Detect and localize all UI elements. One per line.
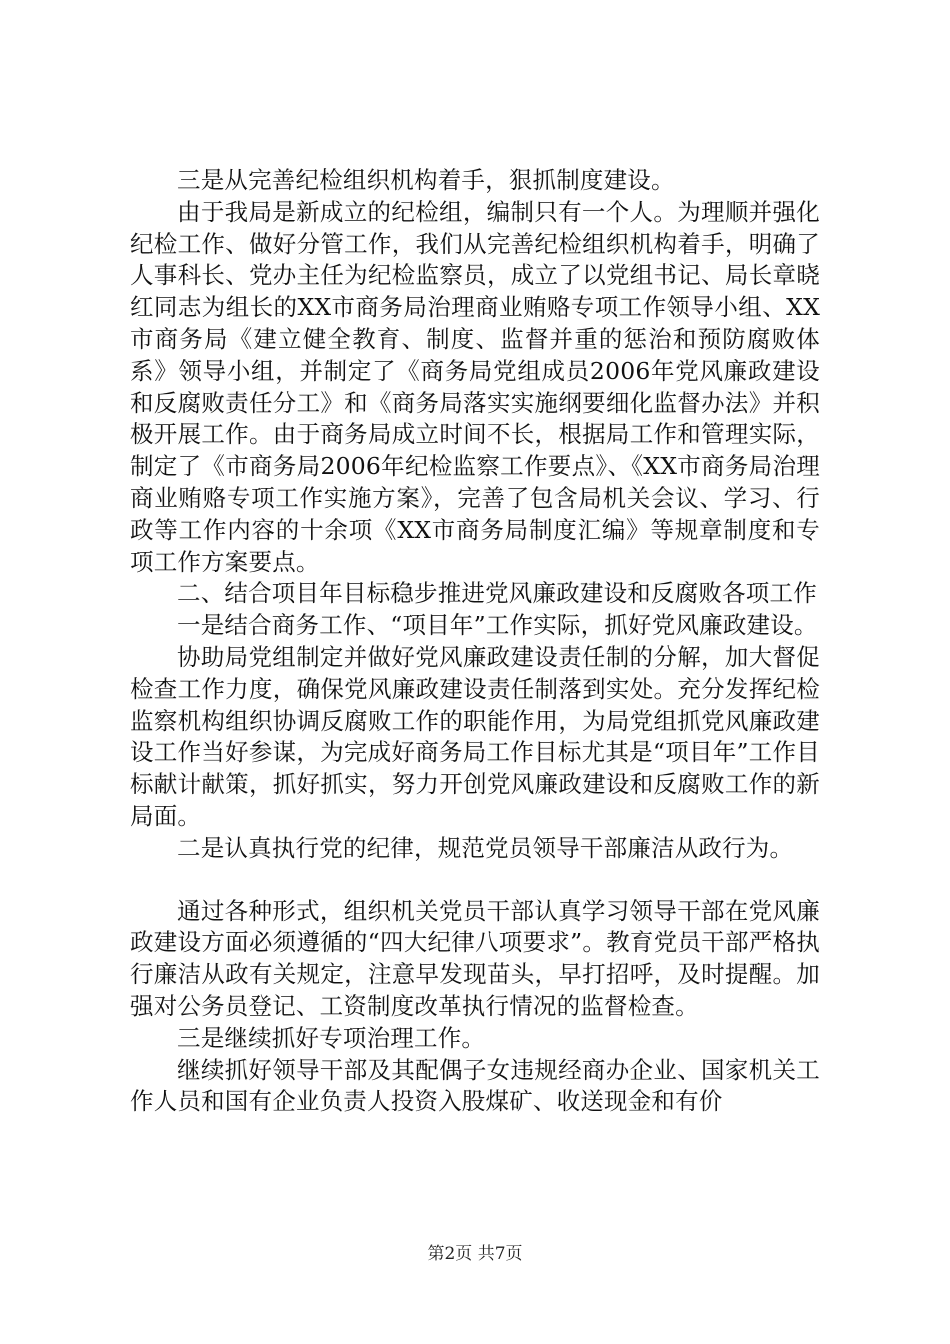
blank-line (130, 865, 820, 896)
paragraph-body: 由于我局是新成立的纪检组，编制只有一个人。为理顺并强化纪检工作、做好分管工作，我们从完善纪检组织机构着手，明确了人事科长、党办主任为纪检监察员，成立了以党组书记、局长章晓红同志为组长的XX市商务局治理商业贿赂专项工作领导小组、XX市商务局《建立健全教育、制度、监督并重的惩治和预防腐败体系》领导小组，并制定了《商务局党组成员2006年党风廉政建设和反腐败责任分工》和《商务局落实实施纲要细化监督办法》并积极开展工作。由于商务局成立时间不长，根据局工作和管理实际，制定了《市商务局2006年纪检监察工作要点》、《XX市商务局治理商业贿赂专项工作实施方案》，完善了包含局机关会议、学习、行政等工作内容的十余项《XX市商务局制度汇编》等规章制度和专项工作方案要点。 (130, 197, 820, 576)
paragraph-body: 继续抓好领导干部及其配偶子女违规经商办企业、国家机关工作人员和国有企业负责人投资入股煤矿、收送现金和有价 (130, 1055, 820, 1116)
paragraph-body: 协助局党组制定并做好党风廉政建设责任制的分解，加大督促检查工作力度，确保党风廉政建设责任制落到实处。充分发挥纪检监察机构组织协调反腐败工作的职能作用，为局党组抓党风廉政建设工作当好参谋，为完成好商务局工作目标尤其是“项目年”工作目标献计献策，抓好抓实，努力开创党风廉政建设和反腐败工作的新局面。 (130, 642, 820, 830)
paragraph-heading-3: 三是从完善纪检组织机构着手，狠抓制度建设。 (177, 166, 675, 194)
paragraph-heading-3: 三是继续抓好专项治理工作。 (177, 1023, 486, 1052)
page-number-footer: 第2页 共7页 (427, 1244, 523, 1264)
paragraph-body: 通过各种形式，组织机关党员干部认真学习领导干部在党风廉政建设方面必须遵循的“四大纪律八项要求”。教育党员干部严格执行廉洁从政有关规定，注意早发现苗头，早打招呼，及时提醒。加强对公务员登记、工资制度改革执行情况的监督检查。 (130, 896, 820, 1020)
document-body (130, 165, 820, 1118)
section-heading-2: 二、结合项目年目标稳步推进党风廉政建设和反腐败各项工作 (177, 579, 817, 608)
paragraph-heading-1: 一是结合商务工作、“项目年”工作实际，抓好党风廉政建设。 (177, 611, 818, 640)
paragraph-heading-2: 二是认真执行党的纪律，规范党员领导干部廉洁从政行为。 (177, 833, 794, 862)
